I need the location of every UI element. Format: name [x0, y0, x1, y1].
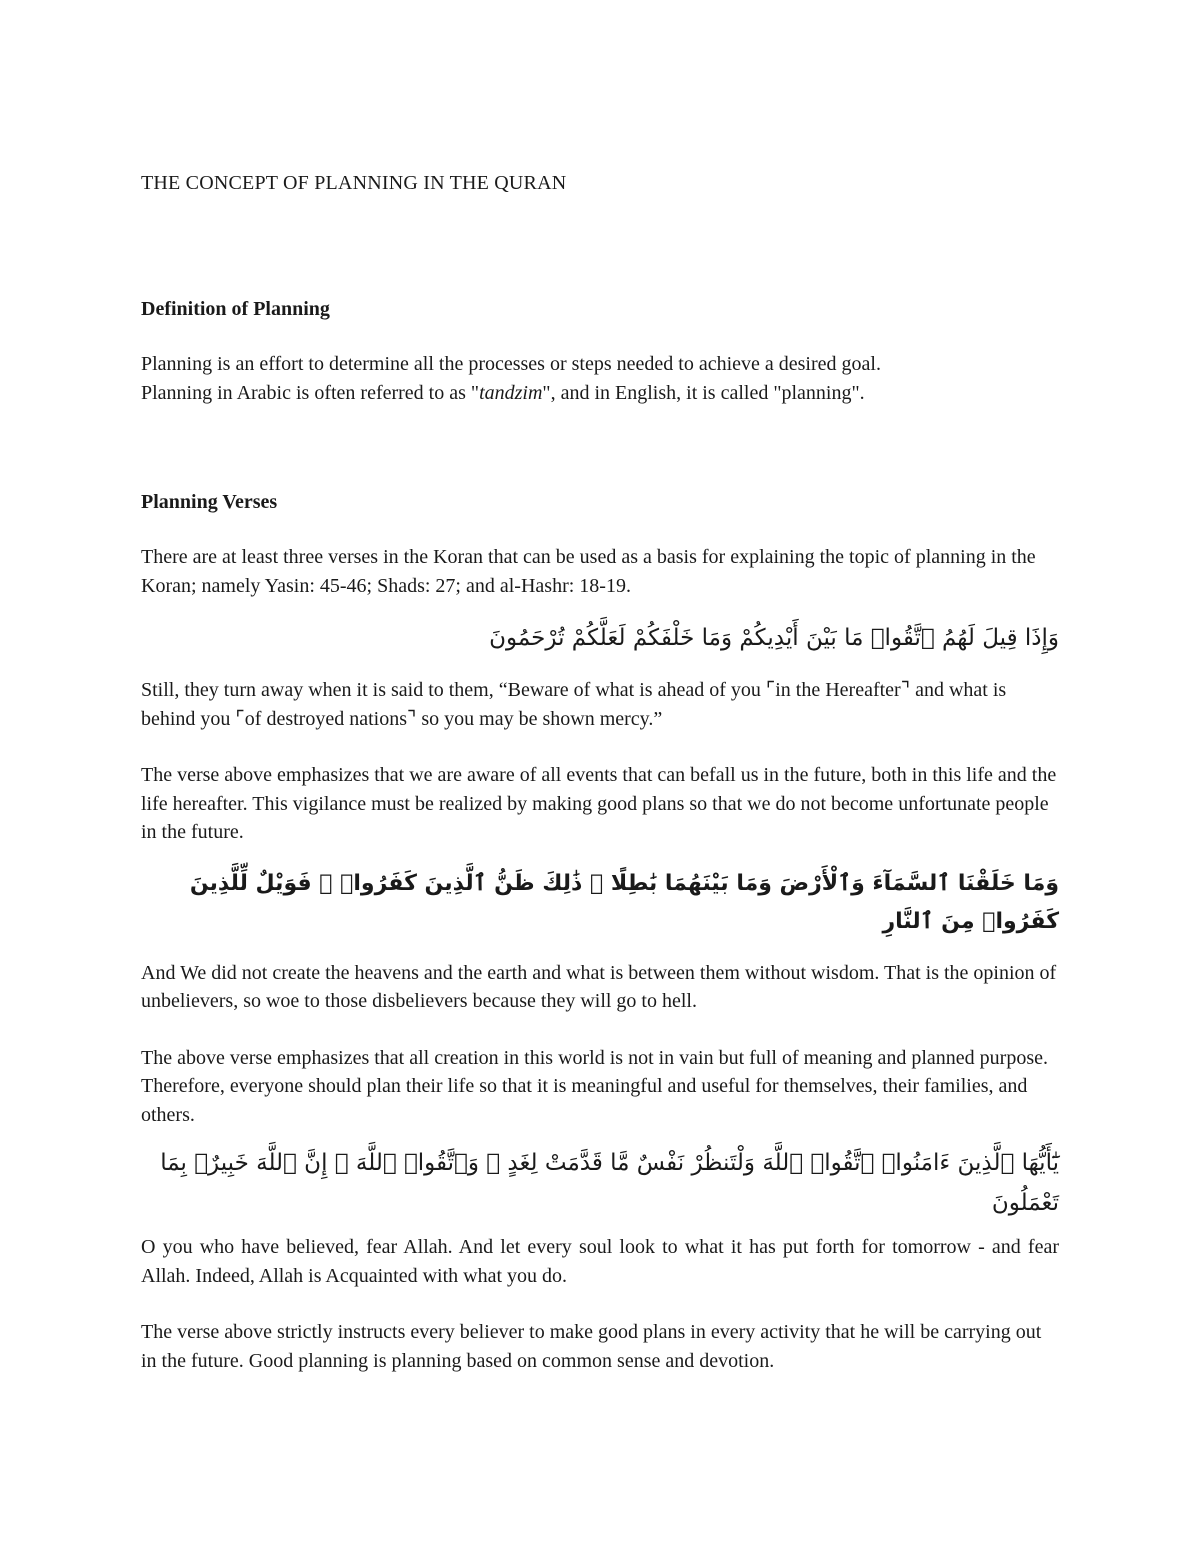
page-title: THE CONCEPT OF PLANNING IN THE QURAN: [141, 172, 567, 194]
verse2-commentary: The above verse emphasizes that all creation in this world is not in vain but full of meaning and planned purpose. Therefore, everyone should plan their life so that it is meaningful and useful for themselves, their families, and others.: [141, 1046, 1048, 1126]
verses-intro-paragraph: There are at least three verses in the Koran that can be used as a basis for explaining the topic of planning in the Koran; namely Yasin: 45-46; Shads: 27; and al-Hashr: 18-19.: [141, 546, 1036, 597]
document-body: [141, 168, 1059, 1375]
definition-line-1: Planning is an effort to determine all the processes or steps needed to achieve a desired goal.: [141, 353, 881, 375]
verse1-translation: Still, they turn away when it is said to them, “Beware of what is ahead of you ⌜in the Hereafter⌝ and what is behind you ⌜of destroyed nations⌝ so you may be shown mercy.”: [141, 679, 1007, 730]
verse3-commentary: The verse above strictly instructs every believer to make good plans in every activity that he will be carrying out in the future. Good planning is planning based on common sense and devotion.: [141, 1321, 1042, 1372]
section-heading-verses: Planning Verses: [141, 491, 278, 513]
verse2-arabic: وَمَا خَلَقْنَا ٱلسَّمَآءَ وَٱلْأَرْضَ وَمَا بَيْنَهُمَا بَٰطِلًا ۚ ذَٰلِكَ ظَنُّ ٱلَّذِينَ كَفَرُوا۟ ۚ فَوَيْلٌ لِّلَّذِينَ كَفَرُوا۟ مِنَ ٱلنَّارِ: [189, 870, 1059, 934]
section-heading-definition: Definition of Planning: [141, 298, 330, 320]
verse1-arabic: وَإِذَا قِيلَ لَهُمُ ٱتَّقُوا۟ مَا بَيْنَ أَيْدِيكُمْ وَمَا خَلْفَكُمْ لَعَلَّكُمْ تُرْحَمُونَ: [489, 625, 1059, 651]
definition-term-italic: tandzim: [479, 381, 543, 404]
definition-line-2-end: ", and in English, it is called "planning".: [542, 381, 865, 404]
verse2-translation: And We did not create the heavens and the earth and what is between them without wisdom. That is the opinion of unbelievers, so woe to those disbelievers because they will go to hell.: [141, 961, 1057, 1012]
verse3-translation: O you who have believed, fear Allah. And let every soul look to what it has put forth for tomorrow - and fear Allah. Indeed, Allah is Acquainted with what you do.: [141, 1236, 1059, 1287]
definition-line-2-start: Planning in Arabic is often referred to as ": [141, 381, 480, 404]
definition-paragraph: [141, 350, 1059, 407]
verse1-commentary: The verse above emphasizes that we are aware of all events that can befall us in the future, both in this life and the life hereafter. This vigilance must be realized by making good plans so that we do not become unfortunate people in the future.: [141, 764, 1057, 843]
verse3-arabic: يَٰٓأَيُّهَا ٱلَّذِينَ ءَامَنُوا۟ ٱتَّقُوا۟ ٱللَّهَ وَلْتَنظُرْ نَفْسٌ مَّا قَدَّمَتْ لِغَدٍ ۖ وَٱتَّقُوا۟ ٱللَّهَ ۚ إِنَّ ٱللَّهَ خَبِيرٌۢ بِمَا تَعْمَلُونَ: [160, 1150, 1059, 1216]
